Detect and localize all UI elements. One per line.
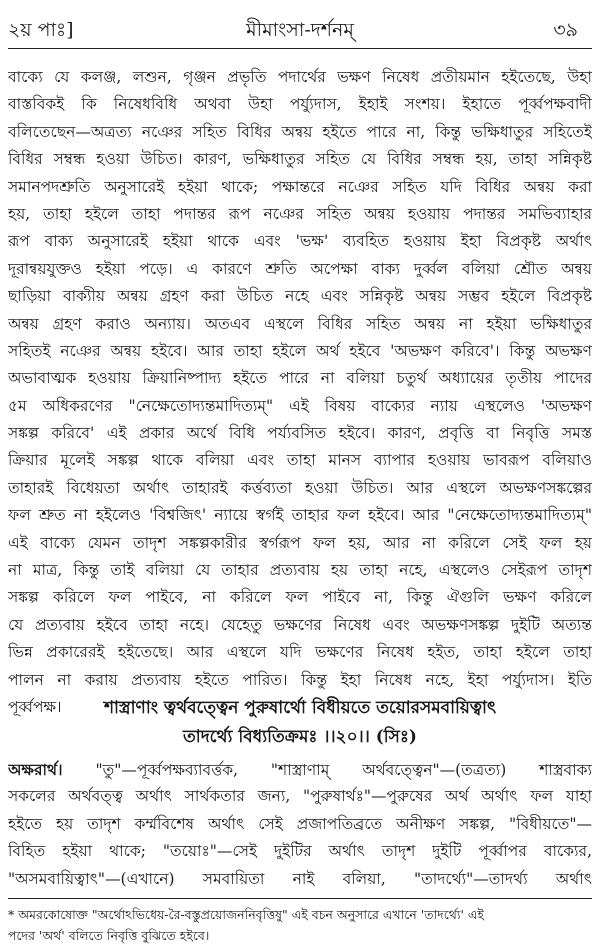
body-line: সহিতই নঞের অন্বয় হইবে। আর তাহা হইলে অর্থ হইবে 'অভক্ষণ করিবে'। কিন্তু অভক্ষণ	[8, 341, 592, 360]
running-title: মীমাংসা-দর্শনম্	[246, 19, 354, 41]
body-line: সঙ্কল্প করিবে' এই প্রকার অর্থে বিধি পর্য্যবসিত হইবে। কারণ, প্রবৃত্তি বা নিবৃত্তি সমস্ত	[8, 424, 592, 443]
footnote	[8, 904, 592, 946]
body-text	[8, 64, 592, 721]
body-line: তাহারই বিধেয়তা অর্থাৎ তাহারই কর্ত্তব্যতা হওয়া উচিত। আর এস্থলে অভক্ষণসঙ্কল্পের	[8, 478, 592, 497]
page-header	[0, 0, 600, 44]
body-line: বলিতেছেন—অত্রত্য নঞের সহিত বিধির অন্বয় হইতে পারে না, কিন্তু ভক্ষিধাতুর সহিতেই	[8, 122, 592, 141]
body-line: ৫ম অধিকরণের "নেক্ষেতোদ্যন্তমাদিত্যম্" এই বিষয় বাক্যের ন্যায় এস্থলেও 'অভক্ষণ	[8, 396, 592, 415]
body-line: বিধির সম্বন্ধ হওয়া উচিত। কারণ, ভক্ষিধাতুর সহিত যে বিধির সম্বন্ধ হয়, তাহা সন্নিকৃষ্ট	[8, 150, 592, 169]
sutra-line-2: তাদর্থ্যে বিধ্যতিক্রমঃ ।।২০।। (সিঃ)	[183, 727, 417, 747]
meaning-section	[8, 756, 592, 893]
page-number: ৩৯	[553, 19, 578, 41]
body-line: ছাড়িয়া বাক্যীয় অন্বয় গ্রহণ করা উচিত নহে এবং সন্নিকৃষ্ট অন্বয় সম্ভব হইলে বিপ্রকৃষ্ট	[8, 287, 592, 306]
body-line: ফল শ্রুত না হইলেও 'বিশ্বজিৎ' ন্যায়ে স্বর্গই তাহার ফল হইবে। আর "নেক্ষেতোদ্যন্তমাদিত্যম্"	[8, 506, 592, 525]
body-line: ভিন্ন প্রকারেরই হইতেছে। আর এস্থলে যদি ভক্ষণের নিষেধ হইত, তাহা হইলে তাহা	[8, 643, 592, 662]
meaning-line: হইতে হয় তাদৃশ কর্ম্মবিশেষ অর্থাৎ সেই প্রজাপতিব্রতে অনীক্ষণ সঙ্কল্প, "বিধীয়তে"—	[8, 814, 592, 833]
footnote-line: * অমরকোষোক্ত "অর্থোঽভিধেয়-রৈ-বস্তুপ্রয়োজননিবৃত্তিষু" এই বচন অনুসারে এখানে 'তাদর্থ্যে' এই	[8, 907, 484, 922]
body-line: সঙ্কল্প করিলে ফল পাইবে, না করিলে ফল পাইবে না, কিন্তু ঐগুলি ভক্ষণ করিলে	[8, 588, 592, 607]
meaning-line: সকলের অর্থবত্ত্ব অর্থাৎ সার্থকতার জন্য, "পুরুষার্থঃ"—পুরুষের অর্থ অর্থাৎ ফল যাহা	[8, 787, 592, 806]
sutra-line-1: শাস্ত্রাণাং ত্বর্থবত্ত্বেন পুরুষার্থো বিধীয়তে তয়োরসমবায়িত্বাৎ	[103, 698, 497, 718]
meaning-line-rest: "তু"—পূর্ব্বপক্ষব্যাবর্ত্তক, "শাস্ত্রাণাম্ অর্থবত্ত্বেন"—(তত্রত্য) শাস্ত্রবাক্য	[62, 761, 592, 779]
meaning-heading: অক্ষরার্থ।	[8, 760, 63, 779]
body-line: পালন না করায় প্রত্যবায় হইতে পারিত। কিন্তু ইহা নিষেধ নহে, ইহা পর্য্যুদাস। ইতি	[8, 670, 592, 689]
body-line: বাক্যে যে কলঞ্জ, লশুন, গৃঞ্জন প্রভৃতি পদার্থের ভক্ষণ নিষেধ প্রতীয়মান হইতেছে, উহা	[8, 68, 592, 86]
body-line: অন্বয় গ্রহণ করাও অন্যায়। অতএব এস্থলে বিধির সহিত অন্বয় না হইয়া ভক্ষিধাতুর	[8, 314, 592, 333]
body-line: না মাত্র, কিন্তু তাই বলিয়া যে তাহার প্রত্যবায় হয় তাহা নহে, এস্থলেও সেইরূপ তাদৃশ	[8, 561, 592, 580]
meaning-line	[8, 756, 592, 783]
body-line: অভাবাত্মক হওয়ায় ক্রিয়ানিষ্পাদ্য হইতে পারে না বলিয়া চতুর্থ অধ্যায়ের তৃতীয় পাদের	[8, 369, 592, 388]
chapter-marker: ২য় পাঃ]	[8, 19, 74, 41]
header-rule	[8, 48, 592, 49]
footnote-line: পদের 'অর্থ' বলিতে নিবৃত্তি বুঝিতে হইবে।	[8, 928, 210, 943]
meaning-line: "অসমবায়িত্বাৎ"—(এখানে) সমবায়িতা নাই বলিয়া, "তাদর্থ্যে"—তাদর্থ্য অর্থাৎ	[8, 869, 592, 888]
body-line: দূরান্বয়যুক্তও হইয়া পড়ে। এ কারণে শ্রুতি অপেক্ষা বাক্য দুর্ব্বল বলিয়া শ্রৌত অন্বয়	[8, 259, 592, 278]
body-line: এই বাক্যে যেমন তাদৃশ সঙ্কল্পকারীর স্বর্গরূপ ফল হয়, আর না করিলে সেই ফল হয়	[8, 533, 592, 552]
body-line: বাস্তবিকই কি নিষেধবিধি অথবা উহা পর্য্যুদাস, ইহাই সংশয়। ইহাতে পূর্ব্বপক্ষবাদী	[8, 95, 592, 114]
footnote-rule	[8, 898, 592, 899]
body-line: সমানপদশ্রুতি অনুসারেই হইয়া থাকে; পক্ষান্তরে নঞের সহিত যদি বিধির অন্বয় করা	[8, 177, 592, 196]
body-line: ক্রিয়ার মূলেই সঙ্কল্প থাকে বলিয়া এবং তাহা মানস ব্যাপার হওয়ায় ভাবরূপ বলিয়াও	[8, 451, 592, 470]
body-line: রূপ বাক্য অনুসারেই হইয়া থাকে এবং 'ভক্ষ' ব্যবহিত হওয়ায় ইহা বিপ্রকৃষ্ট অর্থাৎ	[8, 232, 592, 251]
body-line: পূর্ব্বপক্ষ।	[8, 697, 62, 716]
body-line: হয়, তাহা হইলে তাহা পদান্তর রূপ নঞের সহিত অন্বয় হওয়ায় পদান্তর সমভিব্যাহার	[8, 204, 592, 223]
meaning-line: বিহিত হইয়া থাকে; "তয়োঃ"—সেই দুইটির অর্থাৎ তাদৃশ দুইটি পূর্ব্বাপর বাক্যের,	[8, 842, 592, 861]
body-line: যে প্রত্যবায় হইবে তাহা নহে। যেহেতু ভক্ষণের নিষেধ এবং অভক্ষণসঙ্কল্প দুইটি অত্যন্ত	[8, 615, 592, 634]
